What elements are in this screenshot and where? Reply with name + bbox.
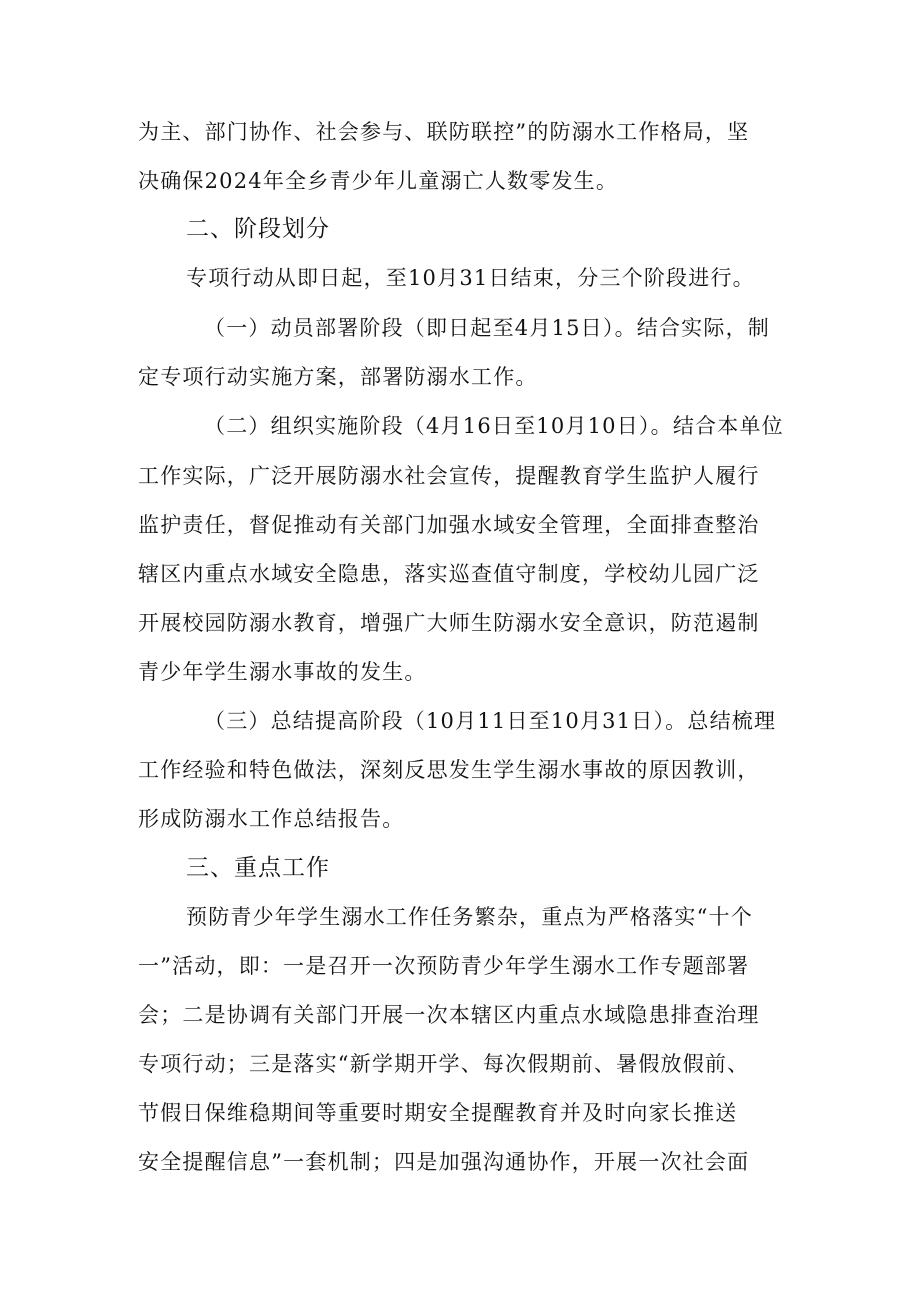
- paragraph-line: 定专项行动实施方案，部署防溺水工作。: [138, 365, 538, 389]
- paragraph-line: （二）组织实施阶段（4月16日至10月10日）。结合本单位: [204, 414, 784, 438]
- paragraph-line: 工作实际，广泛开展防溺水社会宣传，提醒教育学生监护人履行: [138, 464, 760, 488]
- paragraph-line: 决确保2024年全乡青少年儿童溺亡人数零发生。: [138, 169, 619, 193]
- paragraph-line: 辖区内重点水域安全隐患，落实巡查值守制度，学校幼儿园广泛: [138, 562, 760, 586]
- paragraph-line: 开展校园防溺水教育，增强广大师生防溺水安全意识，防范遏制: [138, 611, 760, 635]
- paragraph-line: 会；二是协调有关部门开展一次本辖区内重点水域隐患排查治理: [138, 1003, 760, 1027]
- paragraph-line: 青少年学生溺水事故的发生。: [138, 660, 427, 684]
- paragraph-line: 监护责任，督促推动有关部门加强水域安全管理，全面排查整治: [138, 513, 760, 537]
- paragraph-line: （三）总结提高阶段（10月11日至10月31日）。总结梳理: [204, 709, 777, 733]
- paragraph-line: 一”活动，即：一是召开一次预防青少年学生溺水工作专题部署: [138, 954, 750, 978]
- paragraph-line: （一）动员部署阶段（即日起至4月15日）。结合实际，制: [204, 316, 770, 340]
- paragraph-line: 工作经验和特色做法，深刻反思发生学生溺水事故的原因教训，: [138, 758, 760, 782]
- paragraph-line: 为主、部门协作、社会参与、联防联控”的防溺水工作格局，坚: [138, 120, 750, 144]
- paragraph-line: 专项行动；三是落实“新学期开学、每次假期前、暑假放假前、: [138, 1052, 750, 1076]
- section-heading-2: 二、阶段划分: [186, 216, 330, 242]
- paragraph-line: 专项行动从即日起，至10月31日结束，分三个阶段进行。: [186, 266, 755, 290]
- paragraph-line: 预防青少年学生溺水工作任务繁杂，重点为严格落实“十个: [186, 905, 753, 929]
- paragraph-line: 形成防溺水工作总结报告。: [138, 807, 405, 831]
- paragraph-line: 节假日保维稳期间等重要时期安全提醒教育并及时向家长推送: [138, 1101, 738, 1125]
- paragraph-line: 安全提醒信息”一套机制；四是加强沟通协作，开展一次社会面: [138, 1150, 750, 1174]
- section-heading-3: 三、重点工作: [186, 855, 330, 881]
